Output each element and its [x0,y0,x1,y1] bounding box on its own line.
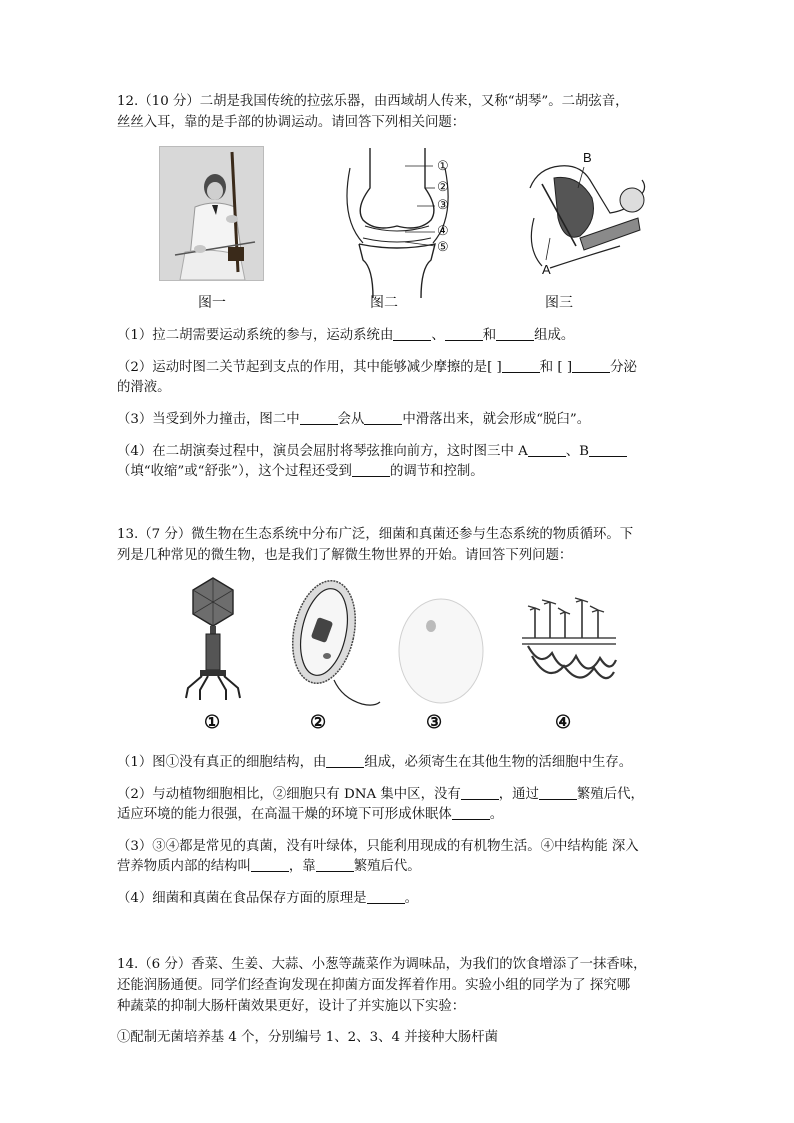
answer-blank[interactable] [572,358,610,373]
answer-blank[interactable] [352,462,390,477]
q13-sub3-line1: （3）③④都是常见的真菌，没有叶绿体，只能利用现成的有机物生活。④中结构能 深入 [117,839,639,854]
q12-stem-line1: 12.（10 分）二胡是我国传统的拉弦乐器，由西域胡人传来，又称“胡琴”。二胡弦音， [117,94,629,109]
microbe-label-4: ④ [555,712,572,733]
microbe-label-3: ③ [426,712,443,733]
q14-stem-line2: 还能润肠通便。同学们经查询发现在抑菌方面发挥着作用。实验小组的同学为了 探究哪 [117,978,631,993]
arm-muscle-diagram [520,158,650,278]
q12-sub4-line2: （填“收缩”或“舒张”），这个过程还受到 的调节和控制。 [117,464,484,479]
q12-sub4-line1: （4）在二胡演奏过程中，演员会屈肘将琴弦推向前方，这时图三中 A 、B [117,441,682,463]
q12-stem-line2: 丝丝入耳，靠的是手部的协调运动。请回答下列相关问题： [117,115,466,130]
answer-blank[interactable] [316,857,354,872]
answer-blank[interactable] [539,785,577,800]
answer-blank[interactable] [367,889,405,904]
q14-step1: ①配制无菌培养基 4 个，分别编号 1、2、3、4 并接种大肠杆菌 [117,1030,498,1045]
q14-stem-line3: 种蔬菜的抑制大肠杆菌效果更好，设计了并实施以下实验： [117,999,466,1014]
q14-stem-line1: 14.（6 分）香菜、生姜、大蒜、小葱等蔬菜作为调味品，为我们的饮食增添了一抹香味， [117,957,647,972]
answer-blank[interactable] [452,805,490,820]
joint-label-4: ④ [437,224,449,239]
answer-blank[interactable] [364,410,402,425]
q13-sub2-line1: （2）与动植物细胞相比，②细胞只有 DNA 集中区，没有 ，通过 繁殖后代， [117,787,644,802]
fig1-caption: 图一 [198,295,226,311]
microbe-label-2: ② [310,712,327,733]
joint-label-2: ② [437,180,449,195]
answer-blank[interactable] [496,326,534,341]
answer-blank[interactable] [251,857,289,872]
bacterium-figure [282,574,382,709]
answer-blank[interactable] [445,326,483,341]
q13-sub1: （1）图①没有真正的细胞结构，由 组成，必须寄生在其他生物的活细胞中生存。 [117,755,633,770]
answer-blank[interactable] [589,442,627,457]
yeast-figure [396,596,486,706]
erhu-player-photo [159,146,264,281]
answer-blank[interactable] [502,358,540,373]
mold-figure [520,598,620,688]
q13-stem-line1: 13.（7 分）微生物在生态系统中分布广泛，细菌和真菌还参与生态系统的物质循环。下 [117,527,634,542]
answer-blank[interactable] [461,785,499,800]
answer-blank[interactable] [326,753,364,768]
microbe-label-1: ① [204,712,221,733]
q12-sub2-line1: （2）运动时图二关节起到支点的作用，其中能够减少摩擦的是[ ] 和 [ ] 分泌 [117,360,637,375]
q13-sub4: （4）细菌和真菌在食品保存方面的原理是 。 [117,891,418,906]
joint-label-5: ⑤ [437,240,449,255]
answer-blank[interactable] [300,410,338,425]
joint-label-3: ③ [437,198,449,213]
q12-sub1: （1）拉二胡需要运动系统的参与，运动系统由 、 和 组成。 [117,328,575,343]
arm-label-a: A [542,262,551,277]
fig3-caption: 图三 [545,295,573,311]
virus-figure [178,576,248,706]
answer-blank[interactable] [393,326,431,341]
joint-label-1: ① [437,159,449,174]
q13-sub3-line2: 营养物质内部的结构叫 ，靠 繁殖后代。 [117,859,421,874]
fig2-caption: 图二 [370,295,398,311]
q13-stem-line2: 列是几种常见的微生物，也是我们了解微生物世界的开始。请回答下列问题： [117,548,573,563]
q13-sub2-line2: 适应环境的能力很强，在高温干燥的环境下可形成休眠体 。 [117,807,504,822]
answer-blank[interactable] [528,442,566,457]
arm-label-b: B [583,150,592,165]
q12-sub3: （3）当受到外力撞击，图二中 会从 中滑落出来，就会形成“脱臼”。 [117,412,591,427]
q12-sub2-line2: 的滑液。 [117,380,171,395]
